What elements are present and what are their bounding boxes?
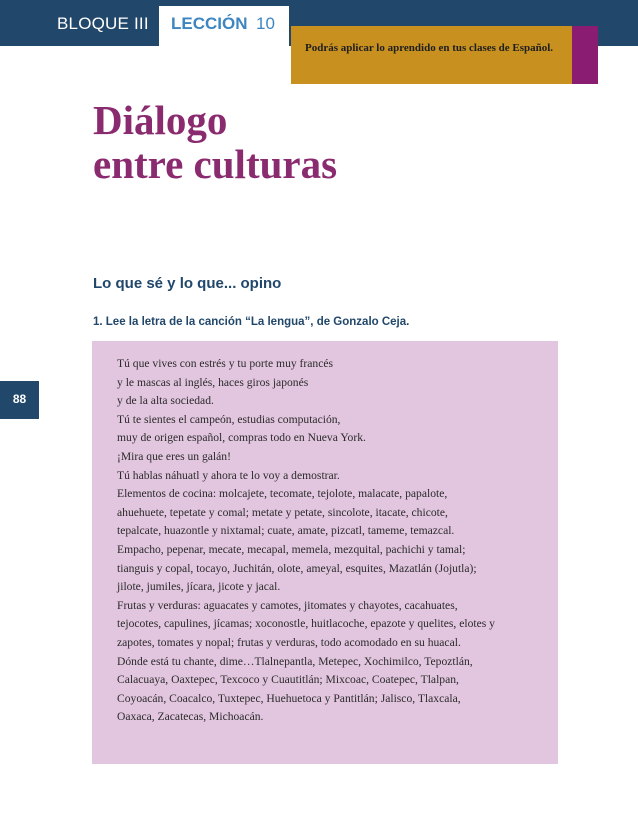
page-title <box>93 98 493 186</box>
objective-text: Podrás aplicar lo aprendido en tus clases de Español. <box>305 42 554 54</box>
activity-instruction: 1. Lee la letra de la canción “La lengua”, de Gonzalo Ceja. <box>93 316 410 328</box>
page-number: 88 <box>12 392 27 406</box>
page-title-line-1: Diálogo <box>93 97 228 143</box>
lyric-line: Oaxaca, Zacatecas, Michoacán. <box>117 710 264 724</box>
lyric-line: ahuehuete, tepetate y comal; metate y petate, sincolote, itacate, chicote, <box>117 505 448 519</box>
lyric-line: Dónde está tu chante, dime…Tlalnepantla, Metepec, Xochimilco, Tepoztlán, <box>117 654 473 668</box>
song-lyrics <box>117 355 547 727</box>
lyric-line: Tú que vives con estrés y tu porte muy francés <box>117 357 334 370</box>
lyric-line: Calacuaya, Oaxtepec, Texcoco y Cuautitlán; Mixcoac, Coatepec, Tlalpan, <box>117 673 459 687</box>
lyric-line: muy de origen español, compras todo en Nueva York. <box>117 431 366 445</box>
leccion-label: LECCIÓN <box>171 14 248 33</box>
lyric-line: tianguis y copal, tocayo, Juchitán, olote, ameyal, esquites, Mazatlán (Jojutla); <box>117 561 477 575</box>
page-title-line-2: entre culturas <box>93 141 338 187</box>
lyric-line: y de la alta sociedad. <box>117 394 214 408</box>
lyric-line: Elementos de cocina: molcajete, tecomate, tejolote, malacate, papalote, <box>117 487 448 501</box>
leccion-number: 10 <box>256 14 275 33</box>
lyric-line: jilote, jumiles, jícara, jicote y jacal. <box>117 580 281 594</box>
lyric-line: Tú hablas náhuatl y ahora te lo voy a demostrar. <box>117 468 340 482</box>
lyric-line: zapotes, tomates y nopal; frutas y verduras, todo acomodado en su huacal. <box>117 635 461 649</box>
lyric-line: Empacho, pepenar, mecate, mecapal, memela, mezquital, pachichi y tamal; <box>117 542 466 556</box>
lyric-line: Frutas y verduras: aguacates y camotes, jitomates y chayotes, cacahuates, <box>117 598 458 612</box>
lyric-line: y le mascas al inglés, haces giros japonés <box>117 375 309 389</box>
lyric-line: tejocotes, capulines, jícamas; xoconostle, huitlacoche, epazote y quelites, elotes y <box>117 617 495 631</box>
lyric-line: tepalcate, huazontle y nixtamal; cuate, amate, pizcatl, tameme, temazcal. <box>117 524 455 538</box>
lyric-line: Tú te sientes el campeón, estudias computación, <box>117 412 341 426</box>
objective-accent-strip <box>572 26 598 84</box>
lyric-line: ¡Mira que eres un galán! <box>117 449 231 463</box>
lyric-line: Coyoacán, Coacalco, Tuxtepec, Huehuetoca y Pantitlán; Jalisco, Tlaxcala, <box>117 691 461 705</box>
section-heading: Lo que sé y lo que... opino <box>93 275 282 292</box>
bloque-label: BLOQUE III <box>57 14 149 33</box>
